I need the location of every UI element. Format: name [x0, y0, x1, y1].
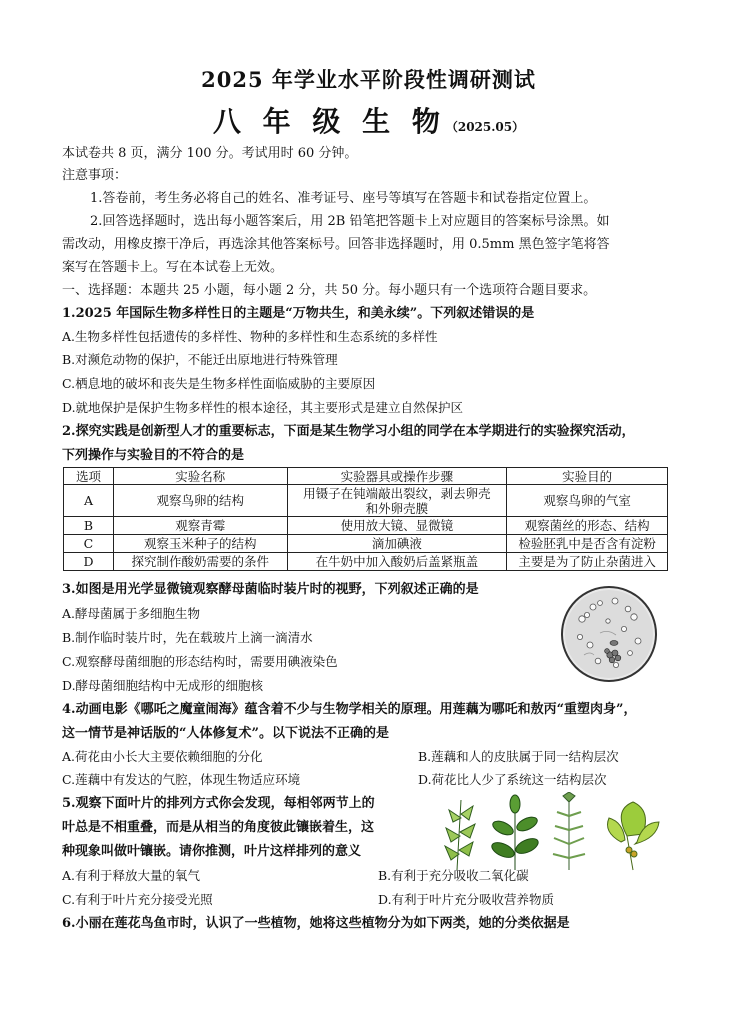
table-row	[64, 535, 668, 553]
cell-goal: 检验胚乳中是否含有淀粉	[507, 535, 668, 553]
header-experiment-name: 实验名称	[113, 468, 287, 485]
q4-stem-2: 这一情节是神话版的“人体修复术”。以下说法不正确的是	[62, 726, 389, 741]
header-steps: 实验器具或操作步骤	[287, 468, 507, 485]
leaf-plant-4	[608, 802, 660, 870]
q5-option-b: B.有利于充分吸收二氧化碳	[378, 868, 529, 883]
cell-goal: 观察菌丝的形态、结构	[507, 517, 668, 535]
cell-option: C	[64, 535, 114, 553]
q1-option-c: C.栖息地的破坏和丧失是生物多样性面临威胁的主要原因	[62, 376, 376, 391]
experiment-table	[63, 467, 668, 571]
q4-option-a: A.荷花由小长大主要依赖细胞的分化	[62, 749, 263, 764]
cell-name: 观察青霉	[113, 517, 287, 535]
leaf-mosaic-illustration	[437, 792, 667, 872]
q5-stem-3: 种现象叫做叶镶嵌。请你推测，叶片这样排列的意义	[62, 844, 362, 859]
cell-option: D	[64, 553, 114, 571]
q2-stem-2: 下列操作与实验目的不符合的是	[62, 448, 245, 463]
section-heading: 一、选择题：本题共 25 小题，每小题 2 分，共 50 分。每小题只有一个选项符合题目要求。	[62, 283, 597, 298]
intro-line: 本试卷共 8 页，满分 100 分。考试用时 60 分钟。	[62, 146, 358, 161]
cell-steps: 使用放大镜、显微镜	[287, 517, 507, 535]
leaf-plant-3	[553, 792, 585, 870]
q5-stem-2: 叶总是不相重叠，而是从相当的角度彼此镶嵌着生，这	[62, 820, 375, 835]
q3-stem: 3.如图是用光学显微镜观察酵母菌临时装片时的视野，下列叙述正确的是	[62, 582, 479, 597]
q6-stem: 6.小丽在莲花鸟鱼市时，认识了一些植物，她将这些植物分为如下两类，她的分类依据是	[62, 916, 570, 931]
q2-stem-1: 2.探究实践是创新型人才的重要标志，下面是某生物学习小组的同学在本学期进行的实验探究活动，	[62, 424, 635, 439]
yeast-microscope-image	[560, 585, 658, 683]
leaf-plant-1	[445, 800, 475, 870]
table-header-row	[64, 468, 668, 485]
cell-name: 观察鸟卵的结构	[113, 485, 287, 517]
exam-subject	[0, 100, 737, 140]
cell-goal: 观察鸟卵的气室	[507, 485, 668, 517]
q4-option-b: B.莲藕和人的皮肤属于同一结构层次	[418, 749, 619, 764]
q1-option-d: D.就地保护是保护生物多样性的根本途径，其主要形式是建立自然保护区	[62, 400, 464, 415]
notice-item-2a: 2.回答选择题时，选出每小题答案后，用 2B 铅笔把答题卡上对应题目的答案标号涂黑。如	[90, 214, 610, 229]
q3-option-d: D.酵母菌细胞结构中无成形的细胞核	[62, 678, 264, 693]
q5-option-a: A.有利于释放大量的氧气	[62, 868, 201, 883]
q1-option-b: B.对濒危动物的保护，不能迁出原地进行特殊管理	[62, 352, 338, 367]
leaf-plant-2	[490, 795, 541, 870]
notice-item-1: 1.答卷前，考生务必将自己的姓名、准考证号、座号等填写在答题卡和试卷指定位置上。	[90, 191, 597, 206]
q4-option-c: C.莲藕中有发达的气腔，体现生物适应环境	[62, 772, 301, 787]
cell-goal: 主要是为了防止杂菌进入	[507, 553, 668, 571]
q5-stem-1: 5.观察下面叶片的排列方式你会发现，每相邻两节上的	[62, 796, 375, 811]
cell-name: 探究制作酸奶需要的条件	[113, 553, 287, 571]
cell-steps: 在牛奶中加入酸奶后盖紧瓶盖	[287, 553, 507, 571]
q5-option-d: D.有利于叶片充分吸收营养物质	[378, 892, 555, 907]
q1-option-a: A.生物多样性包括遗传的多样性、物种的多样性和生态系统的多样性	[62, 329, 438, 344]
cell-steps: 滴加碘液	[287, 535, 507, 553]
q5-option-c: C.有利于叶片充分接受光照	[62, 892, 213, 907]
cell-option: A	[64, 485, 114, 517]
q3-option-a: A.酵母菌属于多细胞生物	[62, 606, 201, 621]
q3-option-c: C.观察酵母菌细胞的形态结构时，需要用碘液染色	[62, 654, 338, 669]
notice-title: 注意事项：	[62, 168, 128, 183]
q3-option-b: B.制作临时装片时，先在载玻片上滴一滴清水	[62, 630, 313, 645]
cell-name: 观察玉米种子的结构	[113, 535, 287, 553]
q1-stem: 1.2025 年国际生物多样性日的主题是“万物共生，和美永续”。下列叙述错误的是	[62, 306, 535, 321]
notice-item-2c: 案写在答题卡上。写在本试卷上无效。	[62, 260, 284, 275]
header-goal: 实验目的	[507, 468, 668, 485]
table-row	[64, 517, 668, 535]
table-row	[64, 553, 668, 571]
header-option: 选项	[64, 468, 114, 485]
cell-steps	[287, 485, 507, 517]
step-line: 用镊子在钝端敲出裂纹，剥去卵壳	[303, 485, 491, 501]
step-line: 和外卵壳膜	[365, 500, 429, 516]
q4-stem-1: 4.动画电影《哪吒之魔童闹海》蕴含着不少与生物学相关的原理。用莲藕为哪吒和敖丙“重塑肉身”，	[62, 702, 637, 717]
exam-title: 2025 年学业水平阶段性调研测试	[201, 67, 536, 92]
table-row	[64, 485, 668, 517]
q4-option-d: D.荷花比人少了系统这一结构层次	[418, 772, 607, 787]
cell-option: B	[64, 517, 114, 535]
subject-label: 八 年 级 生 物	[212, 105, 446, 138]
notice-item-2b: 需改动，用橡皮擦干净后，再选涂其他答案标号。回答非选择题时，用 0.5mm 黑色签字笔将答	[62, 237, 610, 252]
exam-date: （2025.05）	[445, 120, 525, 134]
